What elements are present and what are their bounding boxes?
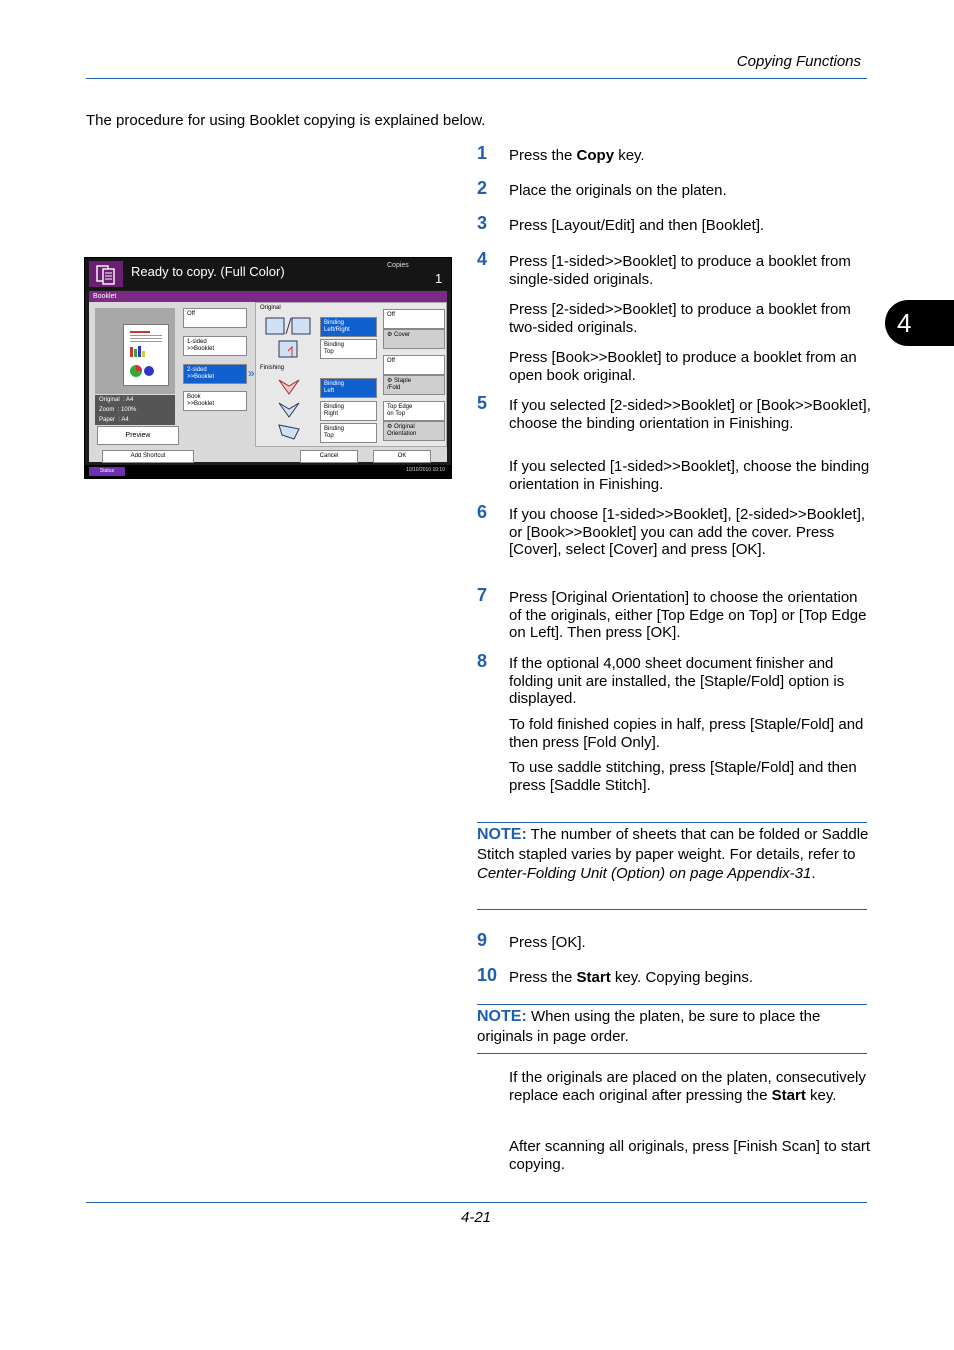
step-number: 8 (477, 651, 488, 671)
step-paragraph: To use saddle stitching, press [Staple/Fold] and then press [Saddle Stitch]. (509, 759, 857, 794)
original-orientation-button[interactable]: ⚙ Original Orientation (383, 421, 445, 441)
status-button[interactable]: Status (89, 467, 125, 476)
step-paragraph: Press the Start key. Copying begins. (509, 969, 754, 986)
info-row: Zoom : 100% (99, 407, 137, 413)
selection-arrow-icon: » (248, 366, 255, 380)
note-label: NOTE: (477, 1008, 527, 1025)
copies-label: Copies (387, 262, 409, 269)
note-2 (477, 1007, 869, 1046)
after-para-1: If the originals are placed on the platen, consecutively replace each original after pressing the Start key. (509, 1069, 866, 1104)
info-row: Original : A4 (99, 397, 134, 403)
add-shortcut-button[interactable]: Add Shortcut (102, 450, 194, 463)
step-paragraph: Press [2-sided>>Booklet] to produce a booklet from two-sided originals. (509, 301, 851, 336)
booklet-tab: Booklet (89, 291, 447, 302)
step-paragraph: If you selected [2-sided>>Booklet] or [Book>>Booklet], choose the binding orientation in Finishing. (509, 397, 871, 432)
header-rule (86, 78, 867, 79)
note-1 (477, 825, 869, 884)
off-option-button[interactable]: Off (183, 308, 247, 328)
finishing-right-icon (264, 399, 314, 419)
copies-count: 1 (435, 271, 443, 286)
step-paragraph: Press [1-sided>>Booklet] to produce a booklet from single-sided originals. (509, 253, 851, 288)
step-paragraph: To fold finished copies in half, press [Staple/Fold] and then press [Fold Only]. (509, 716, 864, 751)
finishing-binding-top-button[interactable]: Binding Top (320, 423, 377, 443)
step-paragraph: If you selected [1-sided>>Booklet], choose the binding orientation in Finishing. (509, 458, 870, 493)
note1-top-rule (477, 822, 867, 823)
step-number: 3 (477, 213, 488, 233)
step-paragraph: Press [Book>>Booklet] to produce a booklet from an open book original. (509, 349, 857, 384)
staple-fold-button[interactable]: ⚙ Staple /Fold (383, 375, 445, 395)
note2-top-rule (477, 1004, 867, 1005)
status-datetime: 10/10/2010 10:10 (406, 467, 445, 473)
binding-left-right-icon (264, 316, 314, 336)
step-paragraph: Press [Layout/Edit] and then [Booklet]. (509, 217, 765, 234)
step-number: 5 (477, 393, 488, 413)
step-paragraph: If the optional 4,000 sheet document finisher and folding unit are installed, the [Staple/Fold] option is displayed. (509, 655, 845, 707)
binding-top-icon (264, 339, 314, 359)
note-text: When using the platen, be sure to place the originals in page order. (477, 1008, 821, 1045)
step-number: 2 (477, 178, 488, 198)
binding-left-right-button[interactable]: Binding Left/Right (320, 317, 377, 337)
note1-bottom-rule (477, 909, 867, 910)
booklet-screen-image (84, 257, 452, 479)
screen-body (89, 302, 447, 462)
step-number: 10 (477, 965, 498, 985)
chapter-tab: 4 (885, 300, 954, 346)
ok-button[interactable]: OK (373, 450, 431, 463)
info-row: Paper : A4 (99, 417, 129, 423)
cancel-button[interactable]: Cancel (300, 450, 358, 463)
step-paragraph: Press [Original Orientation] to choose the orientation of the originals, either [Top Edge on Top] or [Top Edge on Left]. Then press [OK]. (509, 589, 867, 641)
step-number: 4 (477, 249, 488, 269)
step-number: 1 (477, 143, 488, 163)
original-info (95, 395, 175, 425)
screen-status-message: Ready to copy. (Full Color) (131, 264, 285, 279)
preview-button[interactable]: Preview (97, 426, 179, 445)
step-paragraph: Place the originals on the platen. (509, 182, 727, 199)
footer-rule (86, 1202, 867, 1203)
status-bar (85, 465, 451, 478)
staple-status: Off (383, 355, 445, 375)
note-label: NOTE: (477, 826, 527, 843)
running-header: Copying Functions (736, 53, 861, 70)
after-para-2: After scanning all originals, press [Finish Scan] to start copying. (509, 1138, 870, 1173)
finishing-left-icon (264, 376, 314, 396)
preview-area (95, 308, 175, 394)
step-number: 6 (477, 502, 488, 522)
copy-mode-icon (89, 261, 123, 287)
binding-panel (255, 302, 447, 447)
note2-bottom-rule (477, 1053, 867, 1054)
finishing-section-label: Finishing (260, 365, 285, 371)
finishing-binding-left-button[interactable]: Binding Left (320, 378, 377, 398)
cover-status: Off (383, 309, 445, 329)
original-section-label: Original (260, 305, 281, 311)
cover-button[interactable]: ⚙ Cover (383, 329, 445, 349)
1-sided-booklet-button[interactable]: 1-sided >>Booklet (183, 336, 247, 356)
step-number: 9 (477, 930, 488, 950)
finishing-binding-right-button[interactable]: Binding Right (320, 401, 377, 421)
2-sided-booklet-button[interactable]: 2-sided >>Booklet (183, 364, 247, 384)
binding-top-button[interactable]: Binding Top (320, 339, 377, 359)
orientation-status: Top Edge on Top (383, 401, 445, 421)
book-booklet-button[interactable]: Book >>Booklet (183, 391, 247, 411)
step-paragraph: Press [OK]. (509, 934, 586, 951)
finishing-top-icon (264, 421, 314, 441)
step-number: 7 (477, 585, 488, 605)
page-thumbnail (123, 324, 169, 386)
page-number: 4-21 (461, 1209, 492, 1226)
intro-text: The procedure for using Booklet copying is explained below. (86, 112, 486, 129)
step-paragraph: If you choose [1-sided>>Booklet], [2-sided>>Booklet], or [Book>>Booklet] you can add the cover. Press [Cover], select [Cover] and press [OK]. (509, 506, 866, 558)
step-paragraph: Press the Copy key. (509, 147, 645, 164)
note-text: The number of sheets that can be folded or Saddle Stitch stapled varies by paper weight. For details, refer to Center-Folding Unit (Option) on page Appendix-31. (477, 826, 869, 882)
